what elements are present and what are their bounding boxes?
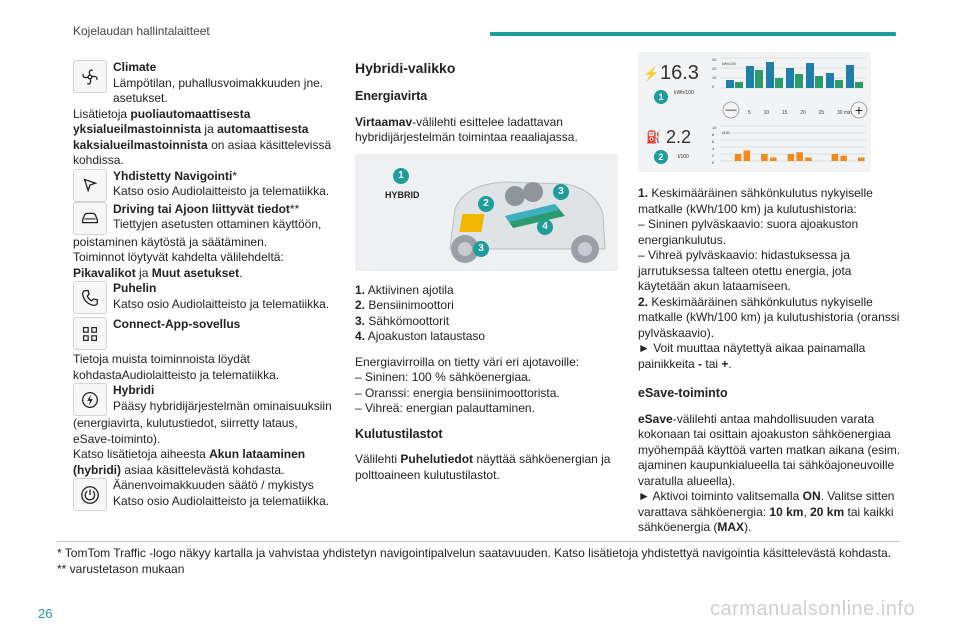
green-bar [815,76,823,88]
green-bar [795,74,803,88]
power-icon [73,478,107,511]
top-axis-labels [712,55,716,91]
activate-text: ► Aktivoi toiminto valitsemalla ON. Valitse sitten varattava sähköenergia: 10 km, 20 km tai kaikki sähköenergia (MAX). [638,489,895,534]
stat-item-2: 2. Keskimääräinen sähkönkulutus nykyiselle matkalle (kWh/100 km) ja kulutushistoria (oranssi pylväskaavio). [638,294,900,340]
stats-text: Välilehti Puhelutiedot näyttää sähköenergian ja polttoaineen kulutustilastot. [355,452,611,482]
footnote-2: ** varustetason mukaan [57,561,185,576]
stat-item-blue: – Sininen pylväskaavio: suora ajoakuston energiankulutus. [638,217,859,247]
time-label: 15 [781,110,788,116]
orange-bar [770,158,777,162]
electric-consumption-value: 16.3 [660,62,699,84]
phone-entry [73,281,335,314]
hybrid-text-1: Pääsy hybridijärjestelmän ominaisuuksiin [113,398,332,413]
phone-text: Katso osio Audiolaitteisto ja telematiikka. [113,296,330,311]
column-right [638,52,903,536]
time-label: 25 [818,110,825,116]
list-item: 1. Aktiivinen ajotila [355,282,454,297]
apps-entry [73,317,335,350]
stat-item-green: – Vihreä pylväskaavio: hidastuksessa ja jarrutuksessa talteen otettu energia, jota käytetään akun lataamiseen. [638,248,852,293]
stat-item-1: 1. Keskimääräinen sähkönkulutus nykyiselle matkalle (kWh/100 km) ja kulutushistoria: [638,186,873,216]
axis-tick: 10 [712,75,717,80]
driving-footnote-mark: ** [289,201,300,216]
footnote-1: * TomTom Traffic -logo näkyy kartalla ja vahvistaa yhdistetyn navigointipalvelun saatavuuden. Katso lisätietoja yhdistettyä navigointia käsittelevästä kohdasta. [57,546,892,560]
screen-callout-1: 1 [654,90,668,104]
list-item: 4. Ajoakuston lataustaso [355,329,486,343]
page-header-title: Kojelaudan hallintalaitteet [73,24,210,38]
time-label: 10 [763,110,770,116]
orange-bar [805,158,812,162]
apps-grid-icon [73,317,107,350]
axis-tick: 10 [712,125,717,130]
climate-text: Lämpötilan, puhallusvoimakkuuden jne. asetukset. [113,75,324,105]
climate-info: Lisätietoja puoliautomaattisesta yksialueilmastoinnista ja automaattisesta kaksialueilmastoinnista on asiaa käsittelevissä kohdissa. [73,106,332,167]
bottom-axis-unit: l/100 [722,131,730,135]
axis-tick: 8 [712,132,715,137]
orange-bar [796,152,803,161]
component-list [355,283,618,345]
hybrid-bolt-icon [73,383,107,416]
image-callout-3b: 3 [473,241,489,257]
axis-tick: 20 [712,66,717,71]
footnote-divider [57,541,900,542]
hybrid-entry [73,383,335,416]
orange-bar [832,154,839,161]
axis-tick: 2 [712,153,715,158]
hybrid-title: Hybridi [113,383,155,397]
blue-bar [726,80,734,88]
climate-title: Climate [113,60,157,74]
orange-bar [840,156,847,161]
page-number: 26 [38,606,53,621]
hybrid-menu-title: Hybridi-valikko [355,60,456,76]
orange-bar [744,151,751,162]
navigation-title: Yhdistetty Navigointi [113,168,233,183]
driving-entry [73,202,335,235]
driving-text-2: poistaminen käytöstä ja säätäminen. [73,234,268,249]
time-label: 30 min [836,110,852,116]
navigation-text: Katso osio Audiolaitteisto ja telematiikka. [113,184,330,198]
image-callout-2: 2 [478,196,494,212]
apps-text: Tietoja muista toiminnoista löydät kohdastaAudiolaitteisto ja telematiikka. [73,352,280,382]
image-callout-1: 1 [393,168,409,184]
axis-tick: 0 [712,84,715,89]
battery-plug-icon: ⚡ [643,66,660,81]
phone-icon [73,281,107,314]
green-bar [735,82,743,88]
column-middle [355,60,618,483]
car-icon [73,202,107,235]
consumption-screen-image [638,52,871,172]
blue-bar [766,62,774,88]
image-callout-3a: 3 [553,184,569,200]
time-axis-labels [748,106,852,122]
energy-flow-text: Virtaamav-välilehti esittelee ladattavan hybridijärjestelmän toimintaa reaaliajassa. [355,114,578,144]
list-item: 2. Bensiinimoottori [355,298,454,312]
fuel-consumption-unit: l/100 [678,154,689,160]
orange-bar [761,154,768,161]
time-label: 5 [748,110,751,116]
hybrid-info: Katso lisätietoja aiheesta Akun lataaminen (hybridi) asiaa käsittelevästä kohdasta. [73,447,306,477]
apps-title: Connect-App-sovellus [113,317,241,331]
volume-entry [73,478,335,511]
electric-consumption-unit: kWh/100 [674,90,694,96]
driving-text-1: Tiettyjen asetusten ottaminen käyttöön, [113,217,322,231]
colors-intro: Energiavirroilla on tietty väri eri ajotavoille: [355,354,580,369]
color-blue: – Sininen: 100 % sähköenergiaa. [355,370,532,384]
change-time-text: ► Voit muuttaa näytettyä aikaa painamalla painikkeita - tai +. [638,341,866,371]
axis-tick: 0 [712,160,715,165]
color-green: – Vihreä: energian palauttaminen. [355,401,535,415]
blue-bar [746,66,754,88]
top-axis-unit: kWh/100 [722,62,736,66]
watermark: carmanualsonline.info [710,598,916,620]
header-accent-bar [490,32,896,36]
tabs-text: Toiminnot löytyvät kahdelta välilehdeltä: [73,250,284,264]
navigation-arrow-icon [73,169,107,202]
volume-text: Äänenvoimakkuuden säätö / mykistys Katso osio Audiolaitteisto ja telematiikka. [113,478,330,508]
axis-tick: 6 [712,139,715,144]
hybrid-text-2: (energiavirta, kulutustiedot, siirretty lataus, eSave-toiminto). [73,416,298,446]
image-callout-4: 4 [537,219,553,235]
hybrid-mode-label: HYBRID [385,189,420,200]
driving-title: Driving tai Ajoon liittyvät tiedot [113,201,290,216]
navigation-footnote-mark: * [232,168,238,183]
color-orange: – Oranssi: energia bensiinimoottorista. [355,385,560,400]
time-label: 20 [800,110,806,116]
orange-bar [788,154,795,161]
green-bar [775,78,783,88]
orange-bar [858,158,865,162]
green-bar [855,82,863,88]
fuel-consumption-value: 2.2 [666,127,692,147]
climate-entry [73,60,335,107]
phone-title: Puhelin [113,281,157,295]
blue-bar [826,73,834,88]
esave-text: eSave-välilehti antaa mahdollisuuden varata kokonaan tai osittain ajoakuston sähköenergiaa myöhempää käyttöä varten matkan aikana (esim. ajaminen kaupunkialueella tai sähköajoneuvoille varatulla alueella). [638,411,901,488]
footnotes [57,546,902,577]
axis-tick: 30 [712,57,717,62]
navigation-entry [73,169,335,202]
screen-callout-2: 2 [654,150,668,164]
bottom-axis-labels [712,124,716,166]
plus-button[interactable]: + [854,102,864,118]
axis-tick: 4 [712,146,715,151]
green-bar [835,80,843,88]
hybrid-energy-flow-image [355,154,618,271]
fuel-pump-icon: ⛽ [646,130,661,144]
stats-heading: Kulutustilastot [355,426,443,441]
energy-flow-heading: Energiavirta [355,89,428,103]
blue-bar [786,68,794,88]
list-item: 3. Sähkömoottorit [355,313,450,328]
tabs-names: Pikavalikot ja Muut asetukset. [73,265,243,280]
green-bar [755,70,763,88]
column-left [73,60,335,511]
orange-bar [735,154,742,161]
blue-bar [806,63,814,88]
blue-bar [846,65,854,88]
minus-button[interactable]: — [725,104,737,116]
esave-heading: eSave-toiminto [638,386,728,400]
